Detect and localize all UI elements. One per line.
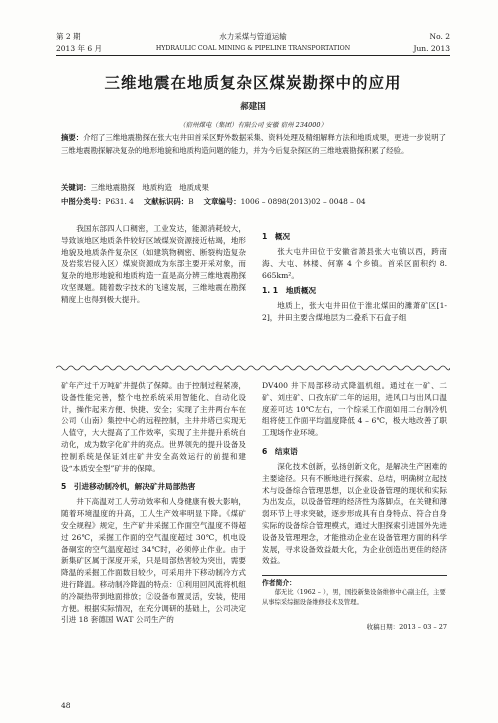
intro-paragraph: 我国东部四人口稠密，工业发达，能源消耗较大，导致该地区地质条件较好区域煤炭资源接近枯竭，地形地貌及地质条件复杂区（如建筑物稠密、断裂构造复杂及岩浆岩侵入区）煤炭资源成为东部主要开采对象，而复杂的地形地貌和地质构造一直是高分辨三维地震勘探攻坚课题。随着数字技术的飞速发展，三维地震在勘探精度上也得到极大提升。 (61, 224, 246, 304)
header-no: No. 2 (429, 32, 450, 41)
class-number: P631. 4 (105, 197, 134, 206)
received-date: 收稿日期：2013 – 03 – 27 (366, 623, 447, 632)
header-date: 2013 年 6 月 (56, 44, 103, 53)
section-heading-cooling: 5 引进移动制冷机，解决矿井局部热害 (61, 482, 196, 492)
subsection-heading-geology: 1. 1 地质概况 (262, 286, 317, 296)
cooling-result-paragraph: DV400 井下局部移动式降温机组。通过在一矿、二矿、刘庄矿、口孜东矿二年的运用，进风口与出风口温度差可达 10℃左右，一个综采工作面如用二台制冷机组将使工作面平均温度降低 4 – 6℃，极大地改善了职工现场作业环境。 (262, 381, 447, 438)
classification-line (61, 196, 446, 208)
bottom-right-column (262, 380, 447, 631)
author-affiliation: （宿州煤电（集团）有限公司 安徽 宿州 234000） (178, 121, 327, 129)
abstract-text: 介绍了三维地震勘探在张大屯井田首采区野外数据采集、资料处理及精细解释方法和地质成果，更进一步说明了三维地震勘探解决复杂的地形地貌和地质构造问题的能力，并为今后复杂探区的三维地震勘探积累了经验。 (61, 133, 446, 155)
section-heading-overview: 1 概况 (262, 232, 291, 241)
bottom-left-column (61, 380, 246, 626)
header-issue: 第 2 期 (56, 32, 81, 41)
article-number-label: 文章编号： (203, 197, 241, 206)
doc-code: B (188, 197, 194, 206)
author-name: 郝建国 (240, 102, 266, 112)
author-note-text: 郁无比（1962 – ），男，国投新集设备维修中心副主任，主要从事综采综掘设备维修技术及管理。 (262, 589, 446, 607)
top-left-column (61, 223, 246, 306)
author-note (262, 575, 447, 608)
section-heading-conclusion: 6 结束语 (262, 446, 298, 456)
section-separator (56, 364, 450, 372)
abstract (61, 132, 446, 157)
conclusion-paragraph: 深化技术创新，弘扬创新文化，是解决生产困难的主要途径。只有不断地进行探索、总结，明确树立起技术与设备综合管理思想，以企业设备管理的现状和实际为出发点，以设备管理的经济性为落脚点，在关键和薄弱环节上寻求突破，逐步形成具有自身特点、符合自身实际的设备综合管理模式，通过大胆探索引进国外先进设备及管理理念，才能推动企业在设备管理方面的科学发展，寻求设备效益最大化，为企业创造出更佳的经济效益。 (262, 461, 447, 566)
header-rule (56, 55, 450, 56)
page-number: 48 (61, 701, 71, 710)
keywords (61, 182, 446, 194)
author-note-label: 作者简介： (262, 579, 296, 588)
abstract-label: 摘要： (61, 133, 84, 142)
overview-paragraph: 张大屯井田位于安徽省萧县张大屯镇以西，跨南海、大屯、林楼、何寨 4 个乡镇。首采区面积约 8. 665km²。 (262, 247, 447, 280)
header-journal-cn: 水力采煤与管道运输 (219, 32, 287, 41)
geology-paragraph: 地质上，张大屯井田位于淮北煤田的濉萧矿区[1-2]，井田主要含煤地层为二叠系下石盒子组 (262, 301, 447, 323)
cooling-paragraph: 井下高温对工人劳动效率和人身健康有极大影响，随着环境温度的升高，工人生产效率明显下降。《煤矿安全规程》规定，生产矿井采掘工作面空气温度不得超过 26℃，采掘工作面的空气温度超过 30℃，机电设备硐室的空气温度超过 34℃时，必须停止作业。由于新集矿区属于深度开采，只是局部热害较为突出，需要降温的采掘工作面数目较少，可采用井下移动制冷方式进行降温。移动制冷降温的特点：①利用回风流将机组的冷凝热带到地面排放；②设备布置灵活，安装，使用方便。根据实际情况，在充分调研的基础上，公司决定引进 18 套德国 WAT 公司生产的 (61, 497, 246, 625)
control-system-paragraph: 矿年产过千万吨矿井提供了保障。由于控制过程紧凑，设备性能完善，整个电控系统采用智能化、自动化设计，操作起来方便、快捷、安全；实现了主井两台车在公司（山南）集控中心的远程控制，主井井塔已实现无人值守，大大提高了工作效率，实现了主井提升系统自动化，成为数字化矿井的亮点。世界领先的提升设备及控制系统是保证刘庄矿井安全高效运行的前提和建设“本质安全型”矿井的保障。 (61, 381, 246, 473)
header-journal-en: HYDRAULIC COAL MINING & PIPELINE TRANSPORTATION (155, 45, 351, 52)
top-right-column (262, 223, 447, 324)
doc-code-label: 文献标识码： (143, 197, 189, 206)
page-title: 三维地震在地质复杂区煤炭勘探中的应用 (104, 73, 402, 92)
keywords-label: 关键词： (61, 183, 91, 192)
article-number: 1006 – 0898(2013)02 – 0048 – 04 (240, 197, 366, 206)
keywords-text: 三维地震勘探 地质构造 地质成果 (90, 183, 209, 192)
header-month: Jun. 2013 (413, 44, 450, 53)
class-label: 中图分类号： (61, 197, 106, 206)
